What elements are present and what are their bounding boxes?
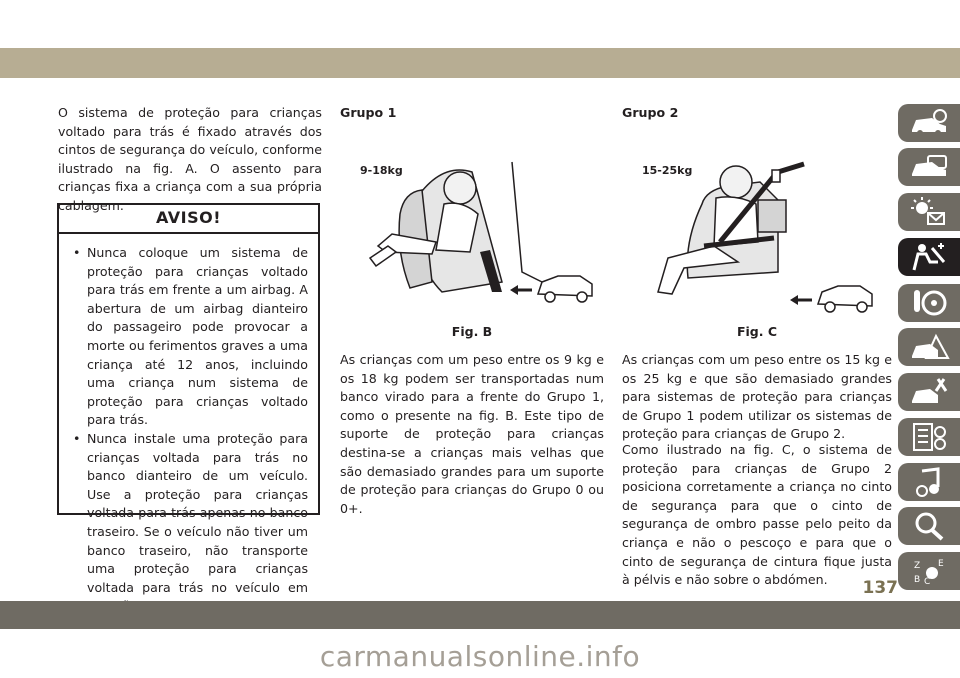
- figure-c-illustration: [628, 142, 892, 314]
- maintenance-checklist-icon: [908, 422, 950, 452]
- watermark[interactable]: carmanualsonline.info: [319, 640, 641, 673]
- svg-text:C: C: [924, 577, 931, 586]
- grupo-2-paragraph-1: As crianças com um peso entre os 15 kg e os 25 kg e que são demasiado grandes para sistemas de proteção para crianças de Grupo 1 podem utilizar os sistemas de proteção para crianças de Grupo 2.: [622, 352, 892, 442]
- warning-title: AVISO!: [59, 205, 318, 234]
- footer-bar: [0, 601, 960, 629]
- figure-b-label: Fig. B: [451, 324, 493, 339]
- tab-car-info[interactable]: [898, 104, 960, 142]
- steering-wheel-key-icon: [908, 288, 950, 318]
- tab-dashboard[interactable]: [898, 148, 960, 186]
- search-icon: [908, 511, 950, 541]
- section-title-grupo-2: Grupo 2: [622, 105, 679, 120]
- tab-search[interactable]: [898, 507, 960, 545]
- tab-emergency[interactable]: [898, 328, 960, 366]
- tab-multimedia[interactable]: [898, 463, 960, 501]
- warning-list: [59, 234, 318, 616]
- grupo-2-paragraph-2: Como ilustrado na fig. C, o sistema de proteção para crianças de Grupo 2 posiciona corretamente a criança no cinto de segurança para que o cinto de segurança de ombro passe pelo peito da criança e não o pescoço e para que o cinto de segurança de cintura fique justa à pélvis e não sobre o abdómen.: [622, 442, 892, 588]
- dashboard-icon: [908, 152, 950, 182]
- grupo-1-paragraph: As crianças com um peso entre os 9 kg e os 18 kg podem ser transportadas num banco virado para a frente do Grupo 1, como o presente na fig. B. Este tipo de suporte de proteção para crianças destina-se a crianças mais velhas que são demasiado grandes para um suporte de proteção para crianças do Grupo 0 ou 0+.: [340, 352, 604, 516]
- warning-item: • Nunca coloque um sistema de proteção para crianças voltado para trás em frente a um airbag. A abertura de um airbag dianteiro do passageiro pode provocar a morte ou ferimentos graves a uma criança até 12 anos, incluindo uma criança num sistema de proteção para crianças voltado para trás.: [73, 244, 308, 430]
- figure-c-weight: 15-25kg: [642, 164, 693, 177]
- roadside-emergency-icon: [908, 332, 950, 362]
- car-info-icon: [908, 108, 950, 138]
- intro-paragraph: O sistema de proteção para crianças voltado para trás é fixado através dos cintos de segurança do veículo, conforme ilustrado na fig. A. O assento para crianças fixa a criança com a sua própria cablagem.: [58, 105, 322, 213]
- warning-item: • Nunca instale uma proteção para crianças voltada para trás no banco dianteiro de um veículo. Use a proteção para crianças voltada para trás apenas no banco traseiro. Se o veículo não tiver um banco traseiro, não transporte uma proteção para crianças voltada para trás no veículo em: [73, 430, 308, 616]
- safety-airbag-icon: [908, 242, 950, 272]
- tab-index[interactable]: [898, 552, 960, 590]
- figure-b-illustration: [352, 142, 604, 314]
- figure-b-weight: 9-18kg: [360, 164, 403, 177]
- car-service-icon: [908, 377, 950, 407]
- index-az-icon: [908, 556, 950, 586]
- tab-service[interactable]: [898, 373, 960, 411]
- warning-lights-icon: [908, 197, 950, 227]
- header-bar: [0, 48, 960, 78]
- tab-warning-lights[interactable]: [898, 193, 960, 231]
- multimedia-icon: [908, 467, 950, 497]
- svg-text:Z: Z: [914, 561, 921, 571]
- section-title-grupo-1: Grupo 1: [340, 105, 397, 120]
- figure-c-label: Fig. C: [736, 324, 778, 339]
- svg-text:B: B: [914, 575, 921, 585]
- tab-safety[interactable]: [898, 238, 960, 276]
- tab-maintenance[interactable]: [898, 418, 960, 456]
- page-number: 137: [862, 578, 898, 598]
- tab-starting[interactable]: [898, 284, 960, 322]
- svg-text:E: E: [938, 559, 944, 569]
- warning-box: [57, 203, 320, 595]
